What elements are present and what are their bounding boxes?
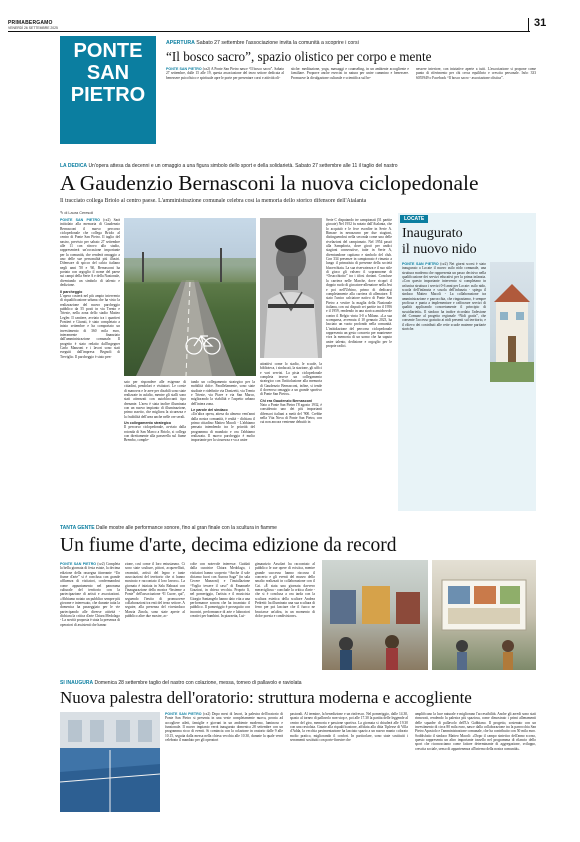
apertura-kicker-text: Sabato 27 settembre l'associazione invita la comunità a scoprire i corsi [196, 40, 359, 46]
section-title [60, 40, 156, 106]
cycle-path-photo [124, 218, 256, 376]
paper-name: PRIMABERGAMO [8, 20, 53, 26]
dedica-col1-subhead: Il parcheggio [60, 289, 83, 294]
si-inaugura-col2 [290, 712, 408, 822]
art-festival-photo-1 [322, 560, 428, 670]
apertura-col1-text: (cz2) A Ponte San Pietro nasce “Il bosco sacro”. Sabato 27 settembre, dalle 15 alle 19, questa associazione del terzo settore dedicata al benessere psicofisico e spirituale apre le porte per presentare corsi e attività oli- [166, 67, 284, 80]
page-number-divider [528, 18, 529, 32]
dedica-col2-subhead: Un collegamento strategico [124, 421, 172, 426]
tanta-gente-col3-text: colte con notevole interesse. Guidati dalla curatrice Chiara Medolago, i visitatori hanno scoperto “Anche il sole diciamo fuori con Aurora Saga” (in sala Cecere Manzoni) e l'installazione “Voglio tessere il caso” di Emanuele Graziosi, in chiesa vecchia. Proprio lì, nel pomeriggio, l'artista e il musicista Giorgio Santangelo hanno dato vita a una performance sonora che ha incantato il pubblico. Il pomeriggio è proseguito con incontri, performance di arte e laboratori creativi per bambini. In piazzetta, Lui- [190, 562, 250, 619]
dedica-col2 [124, 380, 186, 508]
apertura-kicker: APERTURA [166, 40, 195, 46]
pencil-icon: ✎ [60, 210, 64, 215]
si-inaugura-kicker: SI INAUGURA [60, 680, 94, 686]
header-rule [8, 31, 530, 32]
dedica-col5-b: Concluse la carriera nelle Marche, dove ricoprì il doppio ruolo di giocatore-allenatore nella Jesi e poi nell'Urbino, primo di dedicarsi completamente alla carriera di allenatore. È stato l'unico calciatore nativo di Ponte San Pietro a vestire la maglia della Nazionale italiana, con cui disputò sei partite tra il 1956 e il 1959, rendendo in una storica amichevole contro il Belgio vinta 3-0 a Milano. [326, 274, 392, 318]
si-inaugura-col1-text: (cz2) Dopo mesi di lavori, la palestra dell'oratorio di Ponte San Pietro si presenta in una veste completamente nuova, pronta ad accogliere atleti, famiglie e giovani in un ambiente moderno, luminoso e funzionale. Il nuovo impianto verrà inaugurato domenica 28 settembre con un programma ricco di eventi. Si comincia con la colazione in oratorio dalle 9 alle 10.15, seguita dalla messa nella chiesa vecchia alle 10.30, durante la quale verrà celebrato il mandato per gli operatori [165, 712, 283, 743]
tanta-gente-lead: PONTE SAN PIETRO [60, 562, 97, 566]
section-title-line2: SAN [86, 62, 130, 84]
dedica-col4-subhead: Chi era Gaudenzio Bernasconi [260, 398, 313, 403]
apertura-col2 [291, 67, 409, 147]
locate-text: (cz2) Nei giorni scorsi è stato inaugurato a Locate il nuovo asilo nido comunale, una struttura moderna che rappresenta un passo decisivo nella qualificazione dei servizi educativi per la prima infanzia. «Con questo importante intervento si completano in un'unica struttura i servizi 0-6 anni per Locate: asilo nido, scuola dell'infanzia e scuola dell'infanzia - spiega il sindaco Matteo Macoli - La collaborazione tra amministrazione e parrocchia, che ringraziamo, è sempre proficua e punta a implementare e rafforzare servizi di qualità applicando concretamente il principio di sussidiarietà». Il sindaco ha inoltre ricordato l'adesione del Comune al progetto regionale “Nidi gratis”, che consente l'accesso gratuito ai nidi presenti sul territorio, e il rilievo dei contributi alle rette scuole materne paritarie storiche. [402, 262, 486, 332]
dedica-col5 [326, 218, 392, 508]
apertura-lead: PONTE SAN PIETRO [166, 67, 202, 71]
dedica-subhead: Il tracciato collega Briolo al centro paese. L'amministrazione comunale celebra così la memoria dello storico difensore dell'Atalanta [60, 198, 367, 204]
locate-kicker: LOCATE [400, 215, 428, 223]
dedica-col4-text: attrattivi come lo stadio, le scuole, la biblioteca, i sindacati, la stazione, gli uffici e vari servizi. La pista ciclopedonale completa invece un collegamento strategico con l'intitolazione alla memoria di Gaudenzio Bernasconi, infine, si tende il doveroso omaggio a un grande sportivo di Ponte San Pietro». [260, 362, 322, 397]
cycle-path-illustration [124, 218, 256, 376]
apertura-kicker-row [166, 40, 536, 46]
apertura-col3 [416, 67, 536, 147]
tanta-gente-col2-text: zione, così come il loro entusiasmo. Ci sono state sculture, pittori, acquerellisti, ceramisti, artisti del legno e tante associazioni del territorio che ci hanno mostrato e raccontato il loro lavoro». La giornata è iniziata in Sala Rabuzzi con l'inaugurazione della mostra “Insieme a Ponte” dell'associazione “Il Cuore, qui”, seguendo l'invito di promuovere collaborazioni tra enti del terzo settore. A seguire, alla presenza del vicesindaco Marzia Zinola, sono state aperte al pubblico altre due mostre, ac- [125, 562, 185, 619]
gym-illustration [60, 712, 160, 812]
section-title-line3: PIETRO [70, 84, 146, 106]
gym-photo [60, 712, 160, 812]
dedica-col4-b: Nato a Ponte San Pietro l'8 agosto 1932, è considerato uno dei più importanti difensori italiani a metà del '900. Crebbe nella Vita Nova di Ponte San Pietro, con cui non ancora ventenne debuttò in [260, 403, 322, 425]
dedica-col3-text: tando un collegamento strategico per la mobilità dolce. Parallelamente, sono state studiate e ridefinite via Donizetti, via Trento e Trieste, via Piave e via San Marco, migliorando la viabilità e l'aspetto urbano dell'intera zona. [191, 380, 255, 406]
dedica-byline-text: di Laura Ceresoli [64, 211, 94, 215]
tanta-gente-kicker: TANTA GENTE [60, 525, 95, 531]
dedica-col3-subhead: Le parole del sindaco [191, 408, 228, 413]
apertura-body [166, 67, 536, 149]
art-festival-illustration-2 [432, 560, 536, 670]
si-inaugura-kicker-row [60, 680, 536, 686]
tanta-gente-kicker-text: Dalle mostre alle performance sonore, fino al gran finale con la scultura in fiamme [96, 525, 277, 531]
dedica-lead: PONTE SAN PIETRO [60, 218, 100, 222]
apertura-col2-text: stiche: meditazione, yoga, massaggi e counseling, in un ambiente accogliente e familiare. Proporre anche esercizi in natura per unire cammino e benessere. Promuove la divulgazione culturale e scientifica sul be- [291, 67, 409, 80]
tanta-gente-headline: Un fiume d'arte, decima edizione da record [60, 535, 397, 556]
apertura-col3-text: nessere interiore, con iniziative aperte a tutti. L'associazione si propone come punto di riferimento per chi cerca equilibrio e crescita personale. Info: 333 6055949 o Facebook “Il bosco sacro - associazione olistica”. [416, 67, 536, 80]
dedica-col5-text: Serie C disputando tre campionati (51 partite giocate) Nel 1952 fu notato dall'Atalanta, che lo acquistò e le fece esordire in Serie A. Rimase in nerazzurro per due stagioni, distinguendosi nella seconda come una delle rivelazioni del campionato. Nel 1954 passò alla Sampdoria, dove giocò per undici stagioni consecutive, tutte in Serie A, diventandone capitano e simbolo del club. Con 334 presenze in campionato è rimasto a lungo il primatista di presenze della società blucerchiata. La sua riservatezza e il suo stile di gioco gli valsero il soprannome di “Orsacchiotto” tra i tifosi doriani. [326, 218, 392, 279]
nursery-illustration [490, 262, 534, 382]
bernasconi-portrait [260, 218, 322, 358]
portrait-illustration [260, 218, 322, 358]
dedica-col2-b: Il percorso ciclopedonale, avviato dalla rotonda di San Marco a Briolo, si collega con direttamente alla passerella sul fiume Brembo, comple- [124, 425, 186, 443]
locate-headline-line2: il nuovo nido [402, 242, 477, 257]
si-inaugura-col2-text: pastorali. Al termine, la benedizione e un rinfresco. Nel pomeriggio, dalle 14.30, spazio al torneo di pallavolo non-stop e, poi alle 17.30 la partita delle leggende al centro del giro, memoria e passione sportiva. La giornata si chiuderà alle 19.30 con una raviolata. Grazie alla riqualificazione, affidata alla ditta Tiplesse di Villa d'Adda, la vecchia pavimentazione ha lasciato spazio a un nuovo manto colorato molto pratico, migliorando il confort. In particolare, sono state sostituiti i serramenti sostituiti con porte-finestre che [290, 712, 408, 743]
locate-headline [402, 226, 532, 258]
dedica-headline: A Gaudenzio Bernasconi la nuova ciclopedonale [60, 171, 479, 195]
tanta-gente-kicker-row [60, 525, 536, 531]
si-inaugura-col3-text: amplificano la luce naturale e migliorano l'accessibilità. Anche gli arredi sono stati rinnovati, rendendo la palestra più spaziosa, come dimostrato i primi allenamenti delle squadre di pallavolo dell'Us Gabbiano. Il progetto, sostenuto con un investimento di circa 80 mila euro, nasce dalla collaborazione tra la parrocchia San Pietro Apostolo e l'amministrazione comunale, che ha contribuito con 50 mila euro. Soddisfatto il sindaco Matteo Macoli: «Dopo il campo sintetico dell'anno scorso, questo rappresenta un altro importante tassello nel programma di rilancio dello sport che riconosciamo come fattore determinante di aggregazione, sviluppo, crescita sociale, senso di appartenenza all'interno della nostra comunità». [415, 712, 536, 751]
tanta-gente-col3 [190, 562, 250, 672]
tanta-gente-col4-text: gimaurizio Assolari ha raccontato al pubblico le sue opere di ecistica, mentre grande successo hanno riscosso il concerto e gli eventi del museo dello smalto realizzati in collaborazione con il Cai. «È stata una giornata davvero meravigliosa - conclude la critica d'arte - che si è conclusa a ora tarda con la scultura estetica della scultore Andrea Pedretti: ha illuminato una sua scultura di ferro per poi lasciare che il fuoco ne bruciasse un'altra, in un momento di dolce poesia e condivisione». [255, 562, 315, 619]
locate-body [402, 262, 486, 506]
tanta-gente-col2 [125, 562, 185, 672]
dedica-col2-text: sato per rispondere alle esigenze di cittadini, pendolari e visitatori. Le corsie di manovra e le aree per disabili sono state realizzate in asfalto, mentre gli stalli sono stati attrezzati con autobloccanti tipo drenante. L'area è stata inoltre illuminata con un nuovo impianto di illuminazione, primo assetto, che migliora la sicurezza e la fruibilità dell'area anche nelle ore serali. [124, 380, 186, 419]
dedica-col4 [260, 362, 322, 508]
si-inaugura-kicker-text: Domenica 28 settembre taglio del nastro con colazione, messa, torneo di pallavolo e raviolata [94, 680, 302, 686]
si-inaugura-col1 [165, 712, 283, 822]
si-inaugura-headline: Nuova palestra dell'oratorio: struttura moderna e accogliente [60, 688, 472, 707]
locate-headline-line1: Inaugurato [402, 226, 463, 241]
dedica-kicker-text: Un'opera attesa da decenni e un omaggio a una figura simbolo dello sport e della solidarietà. Sabato 27 settembre alle 11 il taglio del nastro [88, 163, 398, 169]
art-festival-photo-2 [432, 560, 536, 670]
dedica-kicker-row [60, 163, 536, 169]
dedica-col3 [191, 380, 255, 508]
dedica-byline [60, 210, 93, 215]
issue-date: VENERDÌ 26 SETTEMBRE 2025 [8, 26, 58, 30]
section-title-line1: PONTE [73, 40, 143, 62]
tanta-gente-col1-text: (cz2) Completa la bella giornata di festa estate, la decima edizione della rassegna itinerante “Un fiume d'arte” si è conclusa con grande affluenza di visitatori, confermandosi come appuntamento nel panorama culturale del territorio con la partecipazione di artisti e associazioni. «Abbiamo notato un pubblico sempre più giovane e interessato, che durante tutta la domenica ha passeggiato per le vie partecipando alle diverse attività - dichiara la critica d'arte Chiara Medolago - La novità proposta è stata la presenza di operatori di assistenti che hanno [60, 562, 120, 627]
dedica-col5-c: «La sua scomparsa, avvenuta il 10 gennaio 2023, ha lasciato un vuoto profondo nella comunità. L'intitolazione del percorso ciclopedonale rappresenta un gesto concreto per mantenere viva la memoria di un uomo che ha saputo unire talento, dedizione e orgoglio per le proprie radici. [326, 313, 392, 348]
dedica-col1 [60, 218, 120, 508]
art-festival-illustration-1 [322, 560, 428, 670]
page-number: 31 [534, 17, 547, 29]
dedica-kicker: LA DEDICA [60, 163, 88, 169]
si-inaugura-lead: PONTE SAN PIETRO [165, 712, 202, 716]
nursery-photo [490, 262, 534, 382]
apertura-headline: “Il bosco sacro”, spazio olistico per corpo e mente [166, 49, 432, 64]
locate-lead: PONTE SAN PIETRO [402, 262, 439, 266]
tanta-gente-col4 [255, 562, 315, 672]
apertura-col1 [166, 67, 284, 147]
dedica-col3-b: «Un'altra opera, attesa da almeno vent'anni dalla nostra comunità, è realtà - dichiara il primo cittadino Matteo Macoli - L'abbiamo pensata intendendo tra le priorità del programma di mandato e ora l'abbiamo realizzata. Il nuovo parcheggio è molto importante per la sicurezza e va a unire [191, 412, 255, 443]
si-inaugura-col3 [415, 712, 536, 822]
dedica-col1-b: L'opera costerà nel più ampio intervento di riqualificazione urbana che ha visto la realizzazione del nuovo parcheggio pubblico da 55 posti in via Trento e Trieste, nella zona dello stadio Matteo Legler. Il cantiere, avviato tra i quartieri Pontieri e Giurati, è stato completato a inizio settembre e ha comportato un investimento di 360 mila euro, interamente finanziato dall'amministrazione comunale. Il progetto è stato redatto dall'ingegner Carlo Manzoni e i lavori sono stati eseguiti dall'impresa Begnoli di Treviglio. Il parcheggio è stato pen- [60, 293, 120, 359]
tanta-gente-col1 [60, 562, 120, 672]
dedica-col1-text: (cz2) Sarà intitolato alla memoria di Gaudenzio Bernasconi il nuovo percorso ciclopedonale che collega Briolo al centro di Ponte San Pietro. Il taglio del nastro, previsto per sabato 27 settembre alle 11 con ritrovo allo stadio, rappresenterà un'occasione importante per la comunità, che renderà omaggio a uno delle sue personalità più illustri. Difensore di spicco del calcio italiano negli anni '50 e '60, Bernasconi ha portato con orgoglio il nome del paese sui campi della Serie A e della Nazionale, diventando un simbolo di talento e dedizione. [60, 218, 120, 288]
